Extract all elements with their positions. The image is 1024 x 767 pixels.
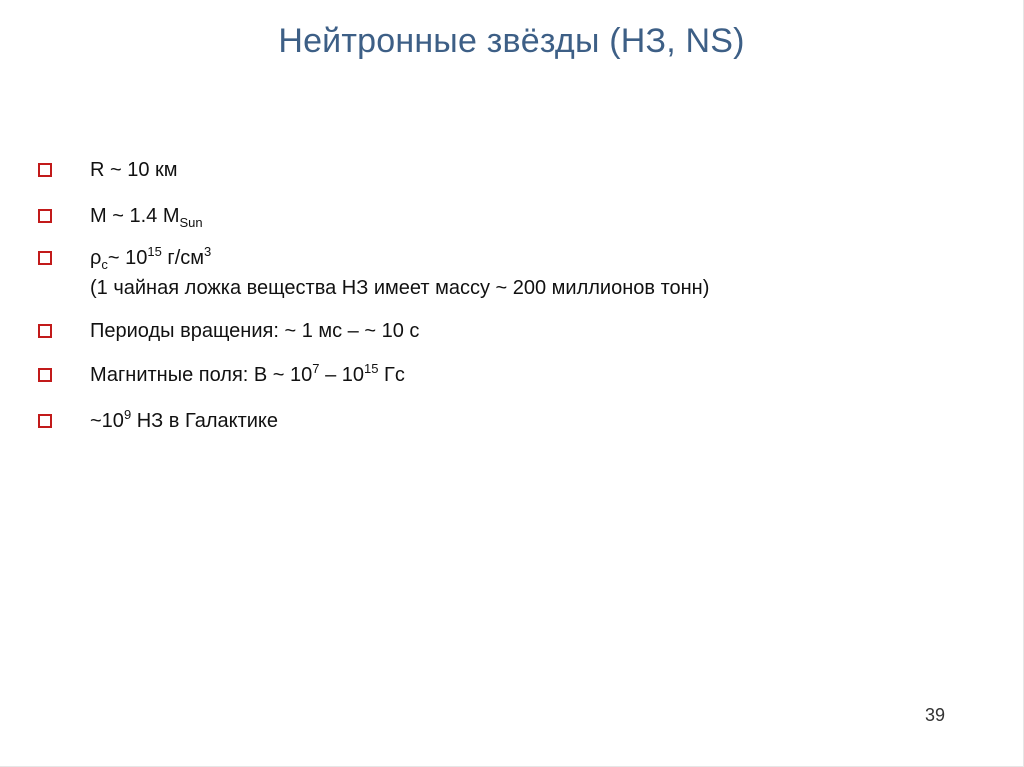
checkbox-bullet-icon — [38, 163, 52, 177]
bullet-text: Гс — [378, 364, 405, 386]
bullet-mass — [38, 201, 709, 231]
bullet-count — [38, 406, 709, 436]
checkbox-bullet-icon — [38, 414, 52, 428]
bullet-text: ~10 — [90, 410, 124, 432]
bullet-density — [38, 243, 709, 303]
checkbox-bullet-icon — [38, 209, 52, 223]
bullet-text: R ~ 10 км — [90, 159, 178, 181]
bullet-text: M ~ 1.4 M — [90, 205, 180, 227]
bullet-magnetic-field — [38, 360, 709, 390]
superscript: 9 — [123, 407, 132, 422]
checkbox-bullet-icon — [38, 324, 52, 338]
bullet-radius — [38, 155, 709, 185]
bullet-text: Магнитные поля: B ~ 10 — [90, 364, 313, 386]
page-number: 39 — [924, 705, 945, 725]
rho-symbol: ρ — [90, 247, 102, 269]
checkbox-bullet-icon — [38, 368, 52, 382]
unit-text: г/см — [161, 247, 205, 269]
superscript: 3 — [204, 244, 212, 259]
bullet-note: (1 чайная ложка вещества НЗ имеет массу ~ 200 миллионов тонн) — [90, 277, 710, 299]
bullet-text: – 10 — [319, 364, 365, 386]
bullet-text: Периоды вращения: ~ 1 мс – ~ 10 с — [90, 320, 420, 342]
superscript: 15 — [364, 361, 379, 376]
bullet-text: НЗ в Галактике — [131, 410, 279, 432]
bullet-list — [38, 152, 709, 436]
superscript: 7 — [312, 361, 320, 376]
subscript: Sun — [179, 215, 203, 230]
subscript: c — [101, 257, 108, 272]
superscript: 15 — [147, 244, 162, 259]
checkbox-bullet-icon — [38, 251, 52, 265]
bullet-rotation — [38, 316, 709, 346]
slide-title: Нейтронные звёзды (НЗ, NS) — [278, 22, 745, 60]
bullet-text: ~ 10 — [107, 247, 148, 269]
